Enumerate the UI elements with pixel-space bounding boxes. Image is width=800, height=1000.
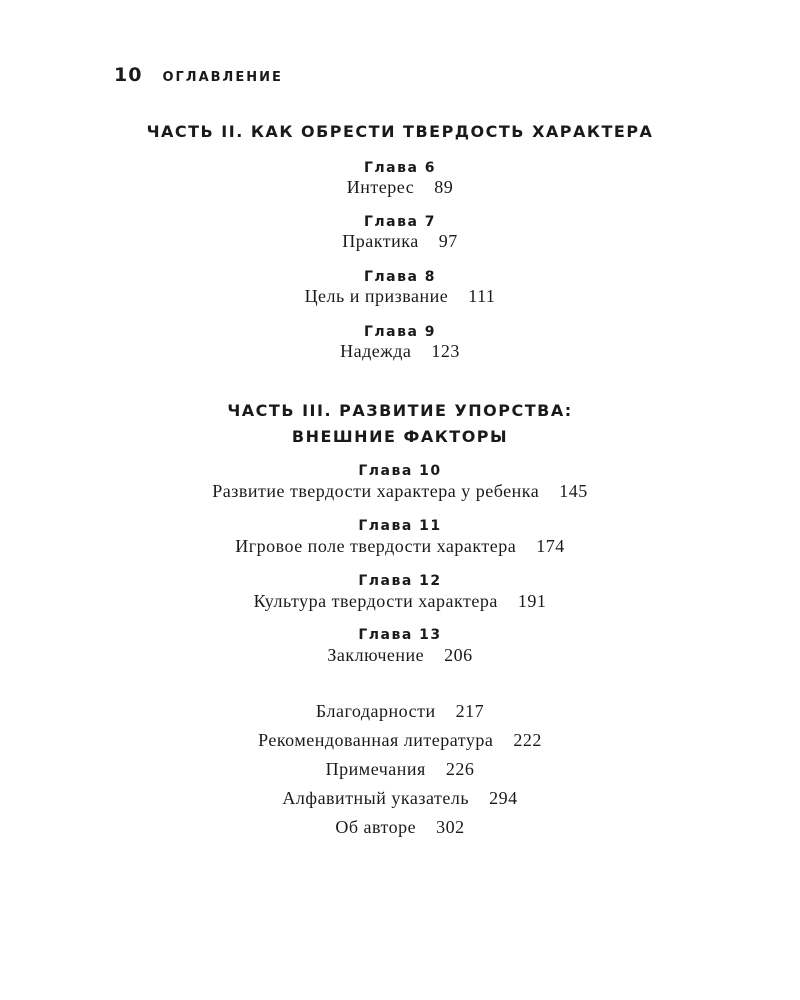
- chapter-9-label: Глава 9: [363, 324, 437, 340]
- back-matter-acknowledgements[interactable]: [0, 700, 800, 722]
- chapter-9-page: 123: [431, 341, 460, 361]
- chapter-8-page: 111: [468, 286, 496, 306]
- back-matter-recommended-reading[interactable]: [0, 729, 800, 751]
- chapter-12-entry[interactable]: [0, 590, 800, 612]
- chapter-12-label: Глава 12: [358, 573, 442, 589]
- chapter-9-entry[interactable]: [0, 340, 800, 362]
- chapter-6-entry[interactable]: [0, 176, 800, 198]
- back-matter-page: 226: [445, 759, 475, 779]
- chapter-11-label: Глава 11: [358, 518, 442, 534]
- chapter-11-page: 174: [536, 536, 565, 556]
- back-matter-title: Примечания: [325, 759, 426, 779]
- chapter-6-label: Глава 6: [363, 160, 437, 176]
- back-matter-page: 217: [455, 701, 485, 721]
- chapter-13-title: Заключение: [327, 645, 425, 665]
- chapter-13-entry[interactable]: [0, 644, 800, 666]
- back-matter-page: 222: [513, 730, 542, 750]
- chapter-7-page: 97: [438, 231, 458, 251]
- chapter-12-title: Культура твердости характера: [253, 591, 498, 611]
- back-matter-page: 294: [489, 788, 518, 808]
- chapter-13-page: 206: [444, 645, 473, 665]
- chapter-11-entry[interactable]: [0, 535, 800, 557]
- back-matter-index[interactable]: [0, 787, 800, 809]
- section-name: ОГЛАВЛЕНИЕ: [162, 70, 283, 85]
- part-3-title-line-2: ВНЕШНИЕ ФАКТОРЫ: [291, 427, 509, 446]
- chapter-8-title: Цель и призвание: [304, 286, 449, 306]
- back-matter-title: Рекомендованная литература: [258, 730, 494, 750]
- chapter-6-page: 89: [434, 177, 454, 197]
- back-matter-title: Об авторе: [335, 817, 417, 837]
- chapter-8-label: Глава 8: [363, 269, 437, 285]
- part-3-title-line-1: ЧАСТЬ III. РАЗВИТИЕ УПОРСТВА:: [227, 401, 573, 420]
- chapter-8-entry[interactable]: [0, 285, 800, 307]
- chapter-7-title: Практика: [342, 231, 419, 251]
- chapter-10-title: Развитие твердости характера у ребенка: [212, 481, 540, 501]
- chapter-7-entry[interactable]: [0, 230, 800, 252]
- running-head: [114, 64, 283, 86]
- chapter-12-page: 191: [517, 591, 547, 611]
- back-matter-page: 302: [436, 817, 465, 837]
- chapter-10-page: 145: [559, 481, 588, 501]
- chapter-13-label: Глава 13: [358, 627, 442, 643]
- chapter-10-entry[interactable]: [0, 480, 800, 502]
- page-number: 10: [114, 64, 143, 86]
- chapter-10-label: Глава 10: [358, 463, 442, 479]
- back-matter-title: Алфавитный указатель: [282, 788, 470, 808]
- chapter-6-title: Интерес: [346, 177, 415, 197]
- chapter-9-title: Надежда: [340, 341, 412, 361]
- part-2-title: ЧАСТЬ II. КАК ОБРЕСТИ ТВЕРДОСТЬ ХАРАКТЕРА: [146, 122, 654, 141]
- back-matter-notes[interactable]: [0, 758, 800, 780]
- chapter-7-label: Глава 7: [363, 214, 437, 230]
- back-matter-title: Благодарности: [315, 701, 436, 721]
- chapter-11-title: Игровое поле твердости характера: [235, 536, 517, 556]
- back-matter-about-author[interactable]: [0, 816, 800, 838]
